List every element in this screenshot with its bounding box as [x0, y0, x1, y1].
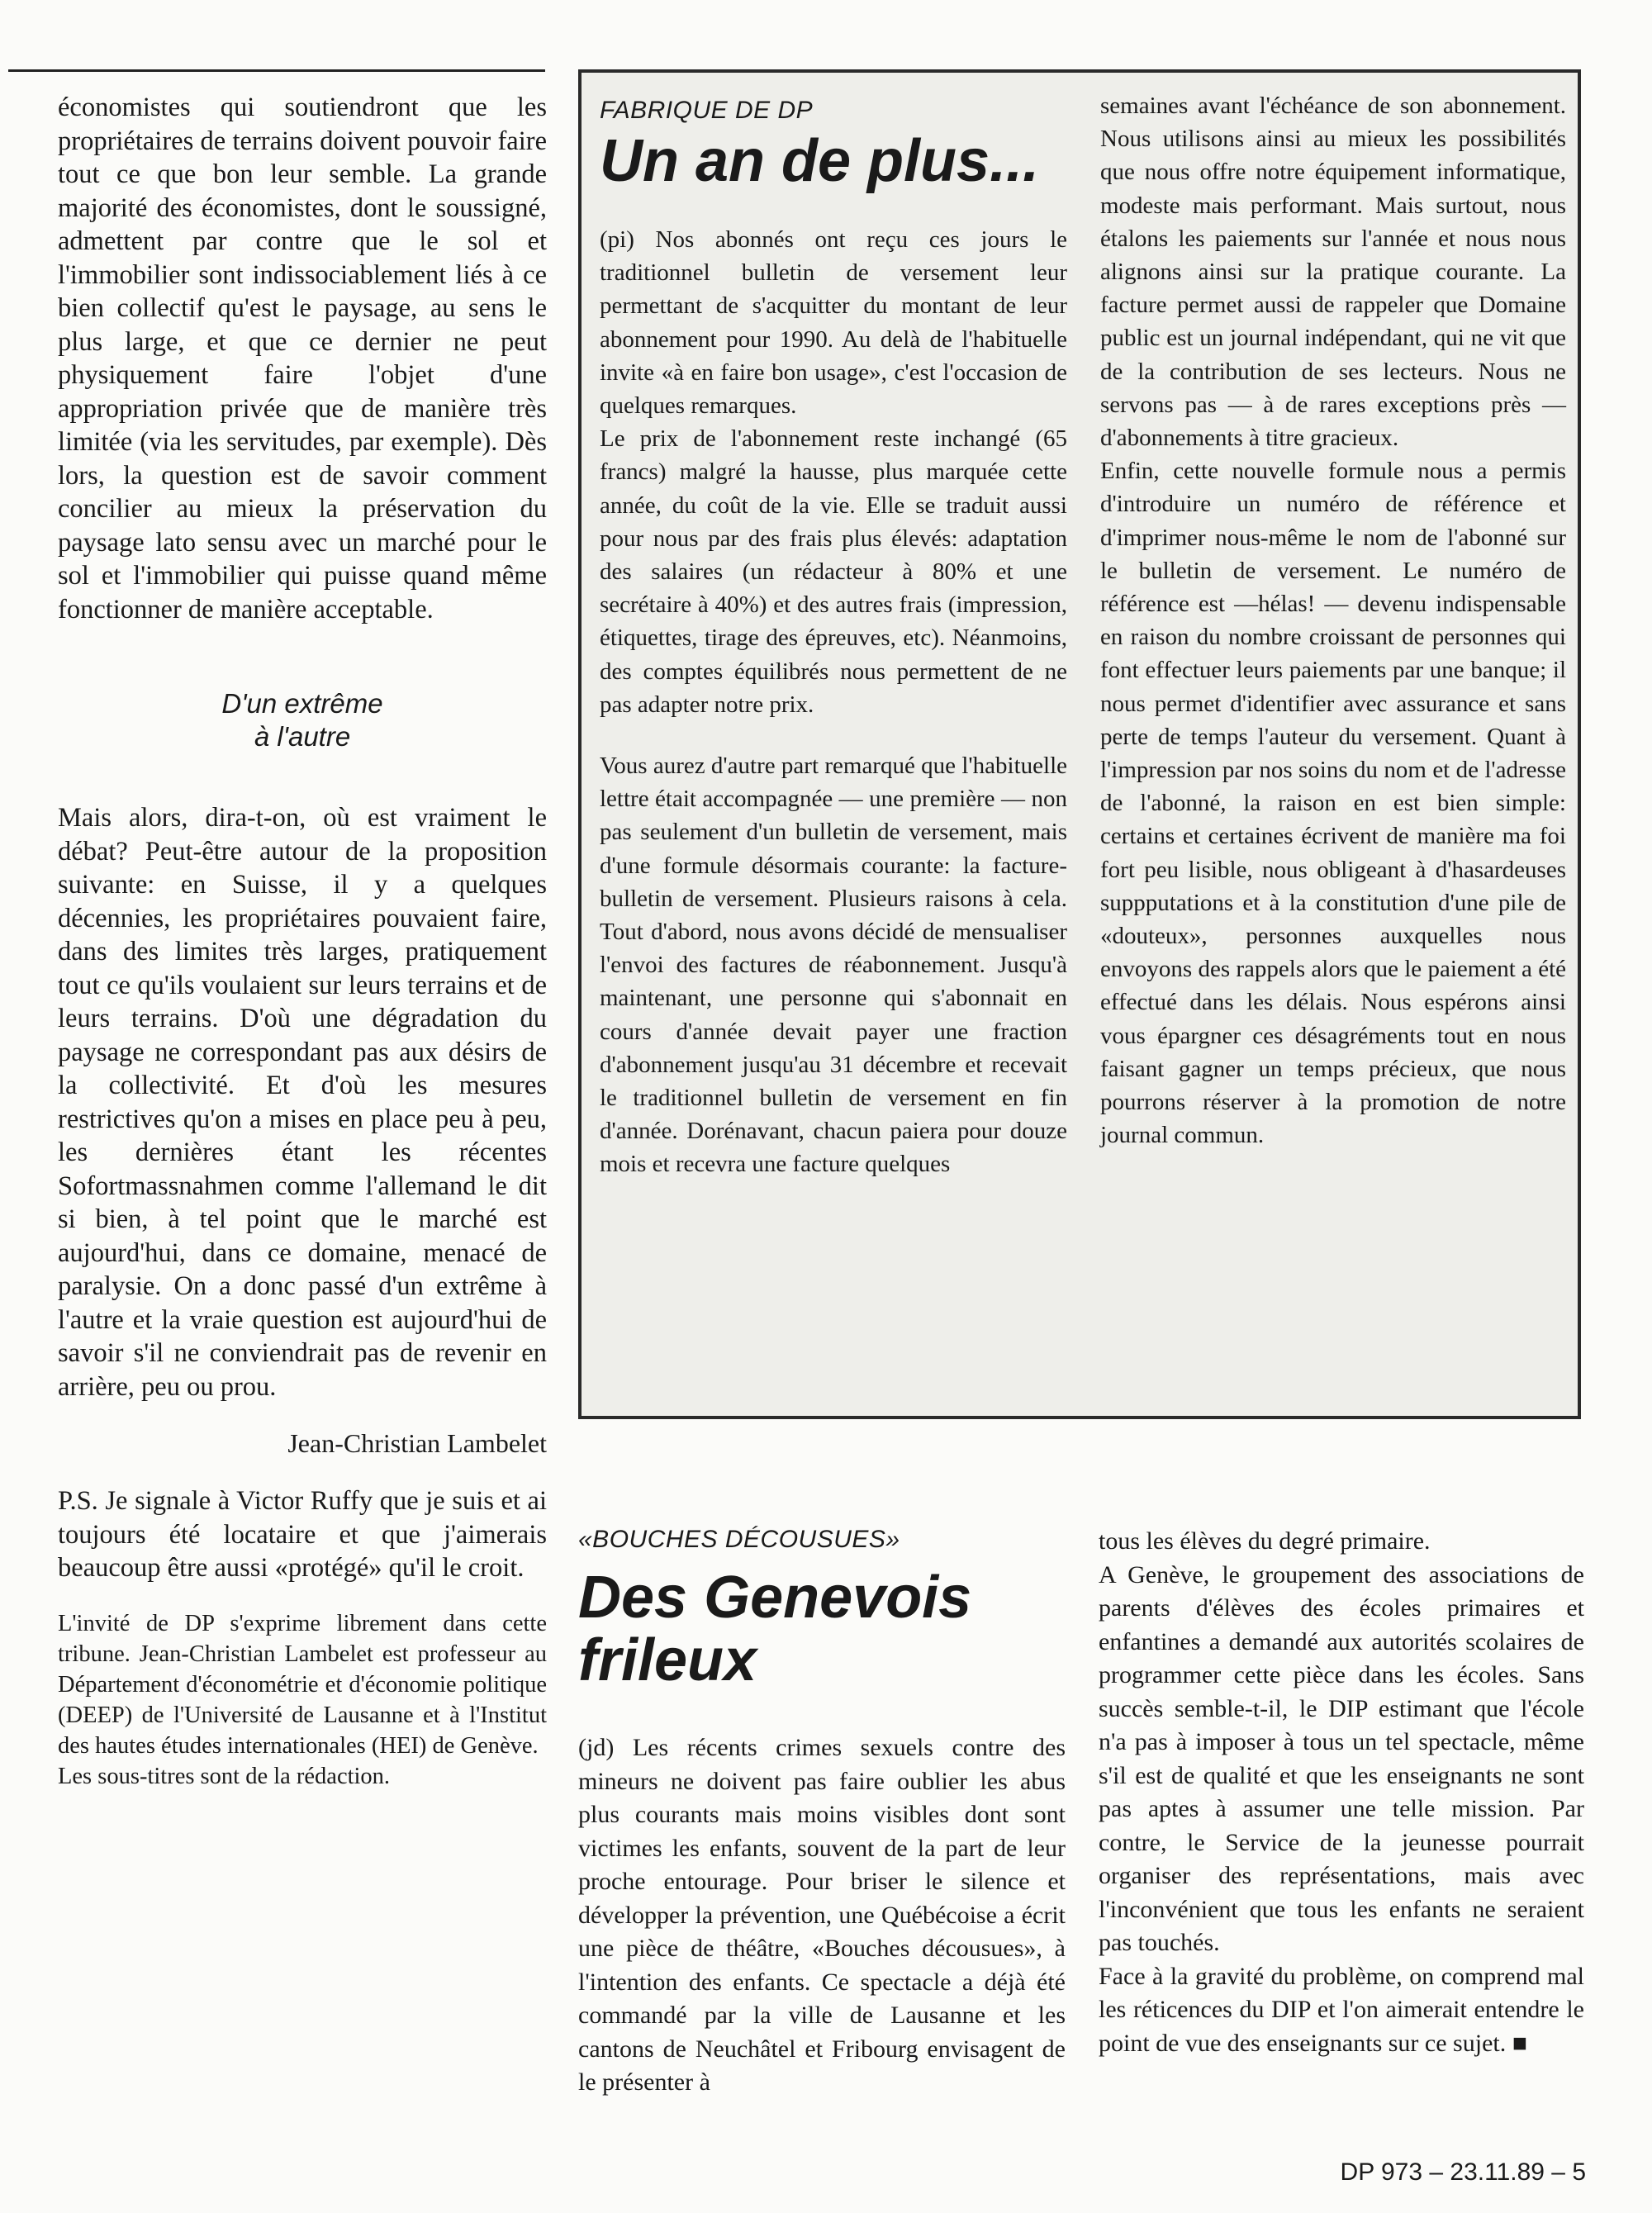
box-paragraph-1: (pi) Nos abonnés ont reçu ces jours le traditionnel bulletin de versement leur permettant de s'acquitter du montant de leur abonnement pour 1990. Au delà de l'habituelle invite «à en faire bon usage», c'est l'occasion de quelques remarques. — [600, 226, 1067, 420]
guest-note: L'invité de DP s'exprime librement dans cette tribune. Jean-Christian Lambelet est professeur au Département d'économétrie et d'économie politique (DEEP) de l'Université de Lausanne et à l'Institut des hautes études internationales (HEI) de Genève. — [58, 1610, 547, 1759]
box-column-2 — [1100, 89, 1566, 1152]
box-kicker: FABRIQUE DE DP — [600, 97, 814, 124]
box-headline: Un an de plus... — [600, 128, 1040, 194]
box-article — [578, 69, 1581, 1419]
left-subhead-line-2: à l'autre — [254, 721, 351, 752]
left-paragraph-1: économistes qui soutiendront que les propriétaires de terrains doivent pouvoir faire tout ce que bon leur semble. La grande majorité des économistes, dont le soussigné, admettent par contre que le sol et l'immobilier sont indissociablement liés à ce bien collectif qu'est le paysage, au sens le plus large, et que ce dernier ne peut physiquement faire l'objet d'une appropriation privée que de manière très limitée (via les servitudes, par exemple). Dès lors, la question est de savoir comment concilier au mieux la préservation du paysage lato sensu avec un marché pour le sol et l'immobilier qui puisse quand même fonctionner de manière acceptable. — [58, 93, 547, 624]
top-rule — [8, 69, 545, 72]
box-paragraph-2: Le prix de l'abonnement reste inchangé (65 francs) malgré la hausse, plus marquée cette année, du coût de la vie. Elle se traduit aussi pour nous par des frais plus élevés: adaptation des salaires (un rédacteur à 80% et une secrétaire à 40%) et des autres frais (impression, étiquettes, tirage des épreuves, etc). Néanmoins, des comptes équilibrés nous permettent de ne pas adapter notre prix. — [600, 425, 1067, 718]
bottom-headline-line-1: Des Genevois — [578, 1565, 972, 1631]
left-paragraph-2: Mais alors, dira-t-on, où est vraiment le débat? Peut-être autour de la proposition suivante: en Suisse, il y a quelques décennies, les propriétaires pouvaient faire, dans des limites très larges, pratiquement tout ce qu'ils voulaient sur leurs terrains et de leurs terrains. D'où une dégradation du paysage ne correspondant pas aux désirs de la collectivité. Et d'où les mesures restrictives qu'on a mises en place peu à peu, les dernières étant les récentes Sofortmassnahmen comme l'allemand le dit si bien, à tel point que le marché est aujourd'hui, dans ce domaine, menacé de paralysie. On a donc passé d'un extrême à l'autre et la vraie question est aujourd'hui de savoir s'il ne conviendrait pas de revenir en arrière, peu ou prou. — [58, 803, 547, 1402]
left-subhead — [58, 687, 547, 753]
left-column — [58, 91, 547, 1792]
author-signature: Jean-Christian Lambelet — [287, 1428, 547, 1458]
bottom-kicker: «BOUCHES DÉCOUSUES» — [578, 1526, 900, 1553]
bottom-column-1 — [578, 1731, 1066, 2100]
bottom-paragraph-1: (jd) Les récents crimes sexuels contre des mineurs ne doivent pas faire oublier les abus plus courants mais moins visibles dont sont victimes les enfants, souvent de la part de leur proche entourage. Pour briser le silence et développer la prévention, une Québécoise a écrit une pièce de théâtre, «Bouches décousues», à l'intention des enfants. Ce spectacle a déjà été commandé par la ville de Lausanne et les cantons de Neuchâtel et Fribourg envisagent de le présenter à — [578, 1734, 1066, 2096]
bottom-column-2 — [1099, 1525, 1584, 2060]
left-subhead-line-1: D'un extrême — [221, 688, 383, 719]
bottom-headline — [578, 1566, 1074, 1692]
box-column-1 — [600, 91, 1067, 1181]
bottom-paragraph-2: tous les élèves du degré primaire. — [1099, 1527, 1431, 1555]
bottom-paragraph-4: Face à la gravité du problème, on comprend mal les réticences du DIP et l'on aimerait entendre le point de vue des enseignants sur ce sujet. ■ — [1099, 1962, 1584, 2057]
bottom-article-header — [578, 1525, 1074, 1692]
subtitle-note: Les sous-titres sont de la rédaction. — [58, 1763, 391, 1789]
bottom-paragraph-3: A Genève, le groupement des associations de parents d'élèves des écoles primaires et enfantines a demandé aux autorités scolaires de programmer cette pièce dans les écoles. Sans succès semble-t-il, le DIP estimant que l'école n'a pas à imposer à tous un tel spectacle, même s'il est de qualité et que les enseignants ne sont pas aptes à assumer une telle mission. Par contre, le Service de la jeunesse pourrait organiser des représentations, mais avec l'inconvénient que tous les enfants ne seraient pas touchés. — [1099, 1560, 1584, 1956]
bottom-headline-line-2: frileux — [578, 1627, 757, 1693]
page-folio: DP 973 – 23.11.89 – 5 — [1340, 2158, 1586, 2186]
postscript: P.S. Je signale à Victor Ruffy que je suis et ai toujours été locataire et que j'aimerais beaucoup être aussi «protégé» qu'il le croit. — [58, 1486, 547, 1583]
box-paragraph-5: Enfin, cette nouvelle formule nous a permis d'introduire un numéro de référence et d'imprimer nous-même le nom de l'abonné sur le bulletin de versement. Le numéro de référence est —hélas! — devenu indispensable en raison du nombre croissant de personnes qui font effectuer leurs paiements par une banque; il nous permet d'identifier avec assurance et sans perte de temps l'auteur du versement. Quant à l'impression par nos soins du nom et de l'adresse de l'abonné, la raison en est bien simple: certains et certaines écrivent de manière ma foi fort peu lisible, nous obligeant à d'hasardeuses suppputations et à la constitution d'une pile de «douteux», personnes auxquelles nous envoyons des rappels alors que le paiement a été effectué dans les délais. Nous espérons ainsi vous épargner ces désagréments tout en nous faisant gagner un temps précieux, que nous pourrons réserver à la promotion de notre journal commun. — [1100, 458, 1566, 1149]
box-paragraph-4: semaines avant l'échéance de son abonnement. Nous utilisons ainsi au mieux les possibilités que nous offre notre équipement informatique, modeste mais performant. Mais surtout, nous étalons les paiements sur l'année et nous nous alignons ainsi sur la pratique courante. La facture permet aussi de rappeler que Domaine public est un journal indépendant, qui ne vit que de la contribution de ses lecteurs. Nous ne servons pas — à de rares exceptions près — d'abonnements à titre gracieux. — [1100, 93, 1566, 452]
box-paragraph-3: Vous aurez d'autre part remarqué que l'habituelle lettre était accompagnée — une première — non pas seulement d'un bulletin de versement, mais d'une formule désormais courante: la facture-bulletin de versement. Plusieurs raisons à cela. Tout d'abord, nous avons décidé de mensualiser l'envoi des factures de réabonnement. Jusqu'à maintenant, une personne qui s'abonnait en cours d'année devait payer une fraction d'abonnement jusqu'au 31 décembre et recevait le traditionnel bulletin de versement en fin d'année. Dorénavant, chacun paiera pour douze mois et recevra une facture quelques — [600, 753, 1067, 1178]
